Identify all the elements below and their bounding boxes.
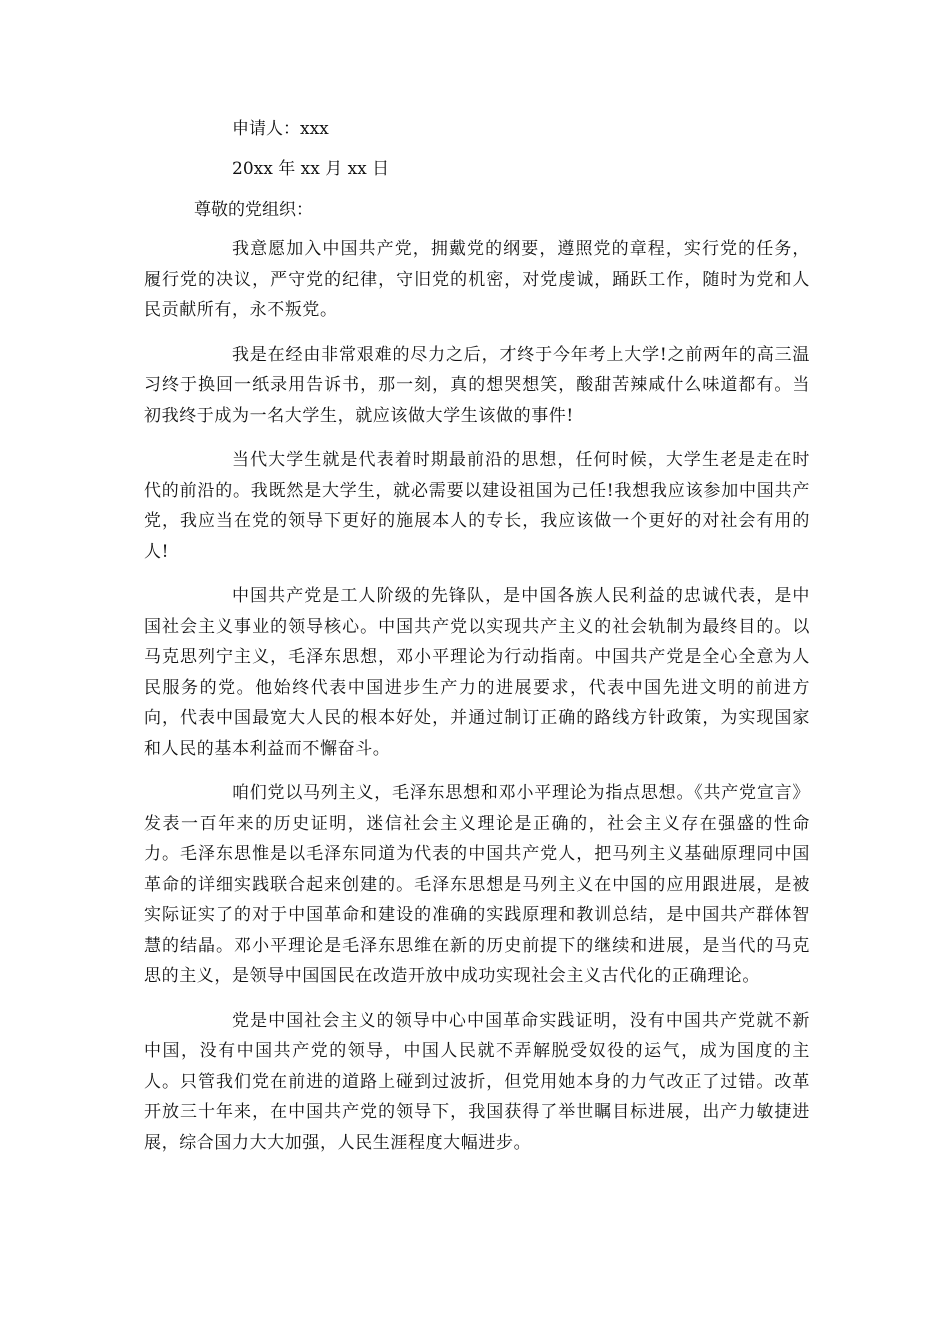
- paragraph-6: 党是中国社会主义的领导中心中国革命实践证明，没有中国共产党就不新中国，没有中国共产党的领导，中国人民就不弄解脱受奴役的运气，成为国度的主人。只管我们党在前进的道路上碰到过波折，但党用她本身的力气改正了过错。改革开放三十年来，在中国共产党的领导下，我国获得了举世瞩目标进展，出产力敏捷进展，综合国力大大加强，人民生涯程度大幅进步。: [144, 1010, 810, 1153]
- letter-body: [144, 234, 810, 1172]
- paragraph-3: 当代大学生就是代表着时期最前沿的思想，任何时候，大学生老是走在时代的前沿的。我既然是大学生，就必需要以建设祖国为己任!我想我应该参加中国共产党，我应当在党的领导下更好的施展本人的专长，我应该做一个更好的对社会有用的人!: [144, 450, 810, 562]
- paragraph-1: 我意愿加入中国共产党，拥戴党的纲要，遵照党的章程，实行党的任务，履行党的决议，严守党的纪律，守旧党的机密，对党虔诚，踊跃工作，随时为党和人民贡献所有，永不叛党。: [144, 239, 810, 320]
- paragraph-2: 我是在经由非常艰难的尽力之后，才终于今年考上大学!之前两年的高三温习终于换回一纸录用告诉书，那一刻，真的想哭想笑，酸甜苦辣咸什么味道都有。当初我终于成为一名大学生，就应该做大学生该做的事件!: [144, 344, 810, 426]
- applicant-line: 申请人：xxx: [232, 119, 329, 139]
- paragraph-4: 中国共产党是工人阶级的先锋队，是中国各族人民利益的忠诚代表，是中国社会主义事业的领导核心。中国共产党以实现共产主义的社会轨制为最终目的。以马克思列宁主义，毛泽东思想，邓小平理论为行动指南。中国共产党是全心全意为人民服务的党。他始终代表中国进步生产力的进展要求，代表中国先进文明的前进方向，代表中国最宽大人民的根本好处，并通过制订正确的路线方针政策，为实现国家和人民的基本利益而不懈奋斗。: [144, 586, 810, 759]
- greeting: 尊敬的党组织：: [194, 200, 313, 220]
- paragraph-5: 咱们党以马列主义，毛泽东思想和邓小平理论为指点思想。《共产党宣言》发表一百年来的历史证明，迷信社会主义理论是正确的，社会主义存在强盛的性命力。毛泽东思惟是以毛泽东同道为代表的中国共产党人，把马列主义基础原理同中国革命的详细实践联合起来创建的。毛泽东思想是马列主义在中国的应用跟进展，是被实际证实了的对于中国革命和建设的准确的实践原理和教训总结，是中国共产群体智慧的结晶。邓小平理论是毛泽东思维在新的历史前提下的继续和进展，是当代的马克思的主义，是领导中国国民在改造开放中成功实现社会主义古代化的正确理论。: [144, 783, 810, 986]
- date-line: 20xx 年 xx 月 xx 日: [232, 159, 390, 179]
